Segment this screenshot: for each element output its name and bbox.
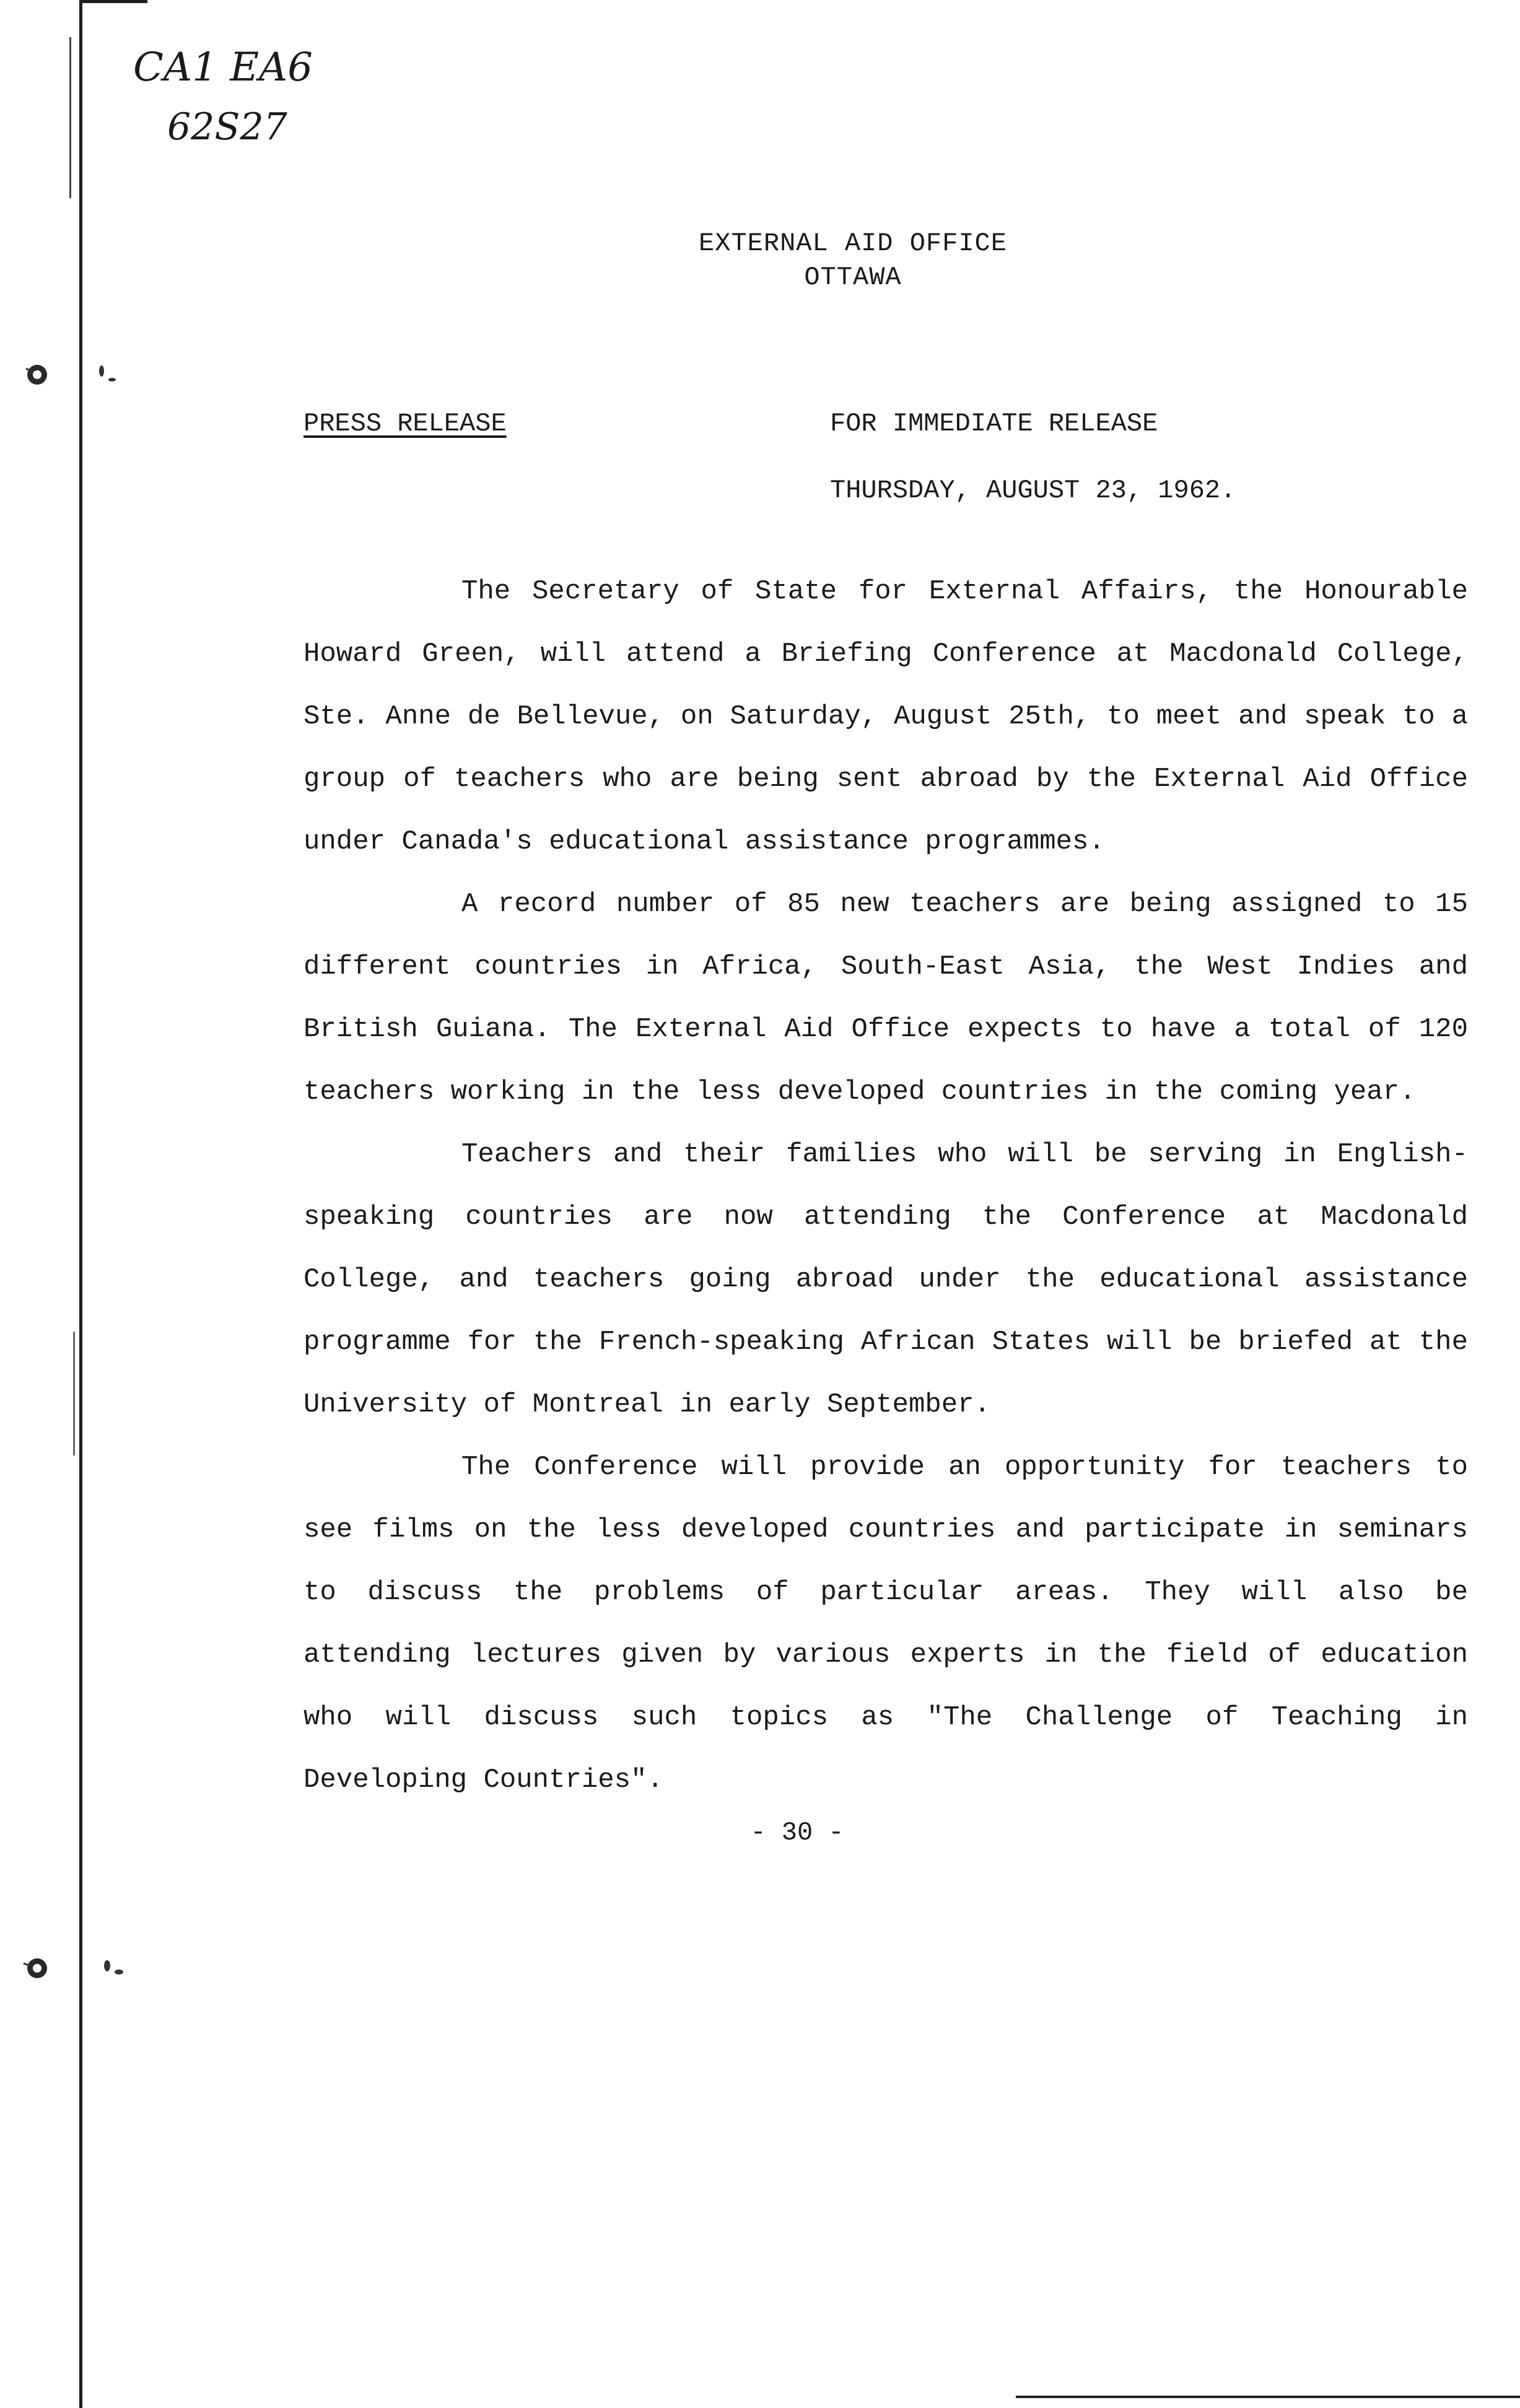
bottom-edge-rule xyxy=(1016,2396,1520,2398)
release-type: FOR IMMEDIATE RELEASE xyxy=(830,409,1158,438)
punch-hole-mark-bottom xyxy=(19,1950,56,1987)
binding-rule-shadow-lower xyxy=(73,1332,75,1455)
handwritten-line-1: CA1 EA6 xyxy=(133,45,313,90)
release-date: THURSDAY, AUGUST 23, 1962. xyxy=(830,476,1236,505)
end-marker: - 30 - xyxy=(750,1818,844,1847)
punch-hole-mark-top xyxy=(19,356,56,393)
office-heading: EXTERNAL AID OFFICE xyxy=(699,229,1007,258)
body-paragraph: The Secretary of State for External Affairs, the Honourable Howard Green, will attend a Briefing Conference at Macdonald College, Ste. Anne de Bellevue, on Saturday, August 25th, to meet and speak to a group of teachers who are being sent abroad by the External Aid Office under Canada's educational assistance programmes. xyxy=(304,576,1468,857)
binding-rule xyxy=(79,0,82,2408)
body-paragraph: A record number of 85 new teachers are being assigned to 15 different countries in Africa, South-East Asia, the West Indies and British Guiana. The External Aid Office expects to have a total of 120 teachers working in the less developed countries in the coming year. xyxy=(304,889,1468,1107)
top-edge-rule xyxy=(79,0,147,3)
press-release-label: PRESS RELEASE xyxy=(304,409,507,438)
binding-rule-shadow xyxy=(69,37,71,198)
city-heading: OTTAWA xyxy=(804,263,902,292)
scan-speck xyxy=(108,378,116,382)
press-release-body xyxy=(304,561,1468,1812)
handwritten-catalogue-note xyxy=(130,37,415,155)
scan-speck xyxy=(115,1970,123,1974)
scan-speck xyxy=(99,365,104,377)
handwritten-line-2: 62S27 xyxy=(167,105,287,149)
body-paragraph: Teachers and their families who will be serving in English-speaking countries are now attending the Conference at Macdonald College, and teachers going abroad under the educational assistance programme for the French-speaking African States will be briefed at the University of Montreal in early September. xyxy=(304,1139,1468,1420)
body-paragraph: The Conference will provide an opportunity for teachers to see films on the less developed countries and participate in seminars to discuss the problems of particular areas. They will also be attending lectures given by various experts in the field of education who will discuss such topics as "The Challenge of Teaching in Developing Countries". xyxy=(304,1452,1468,1795)
scan-speck xyxy=(104,1960,110,1971)
